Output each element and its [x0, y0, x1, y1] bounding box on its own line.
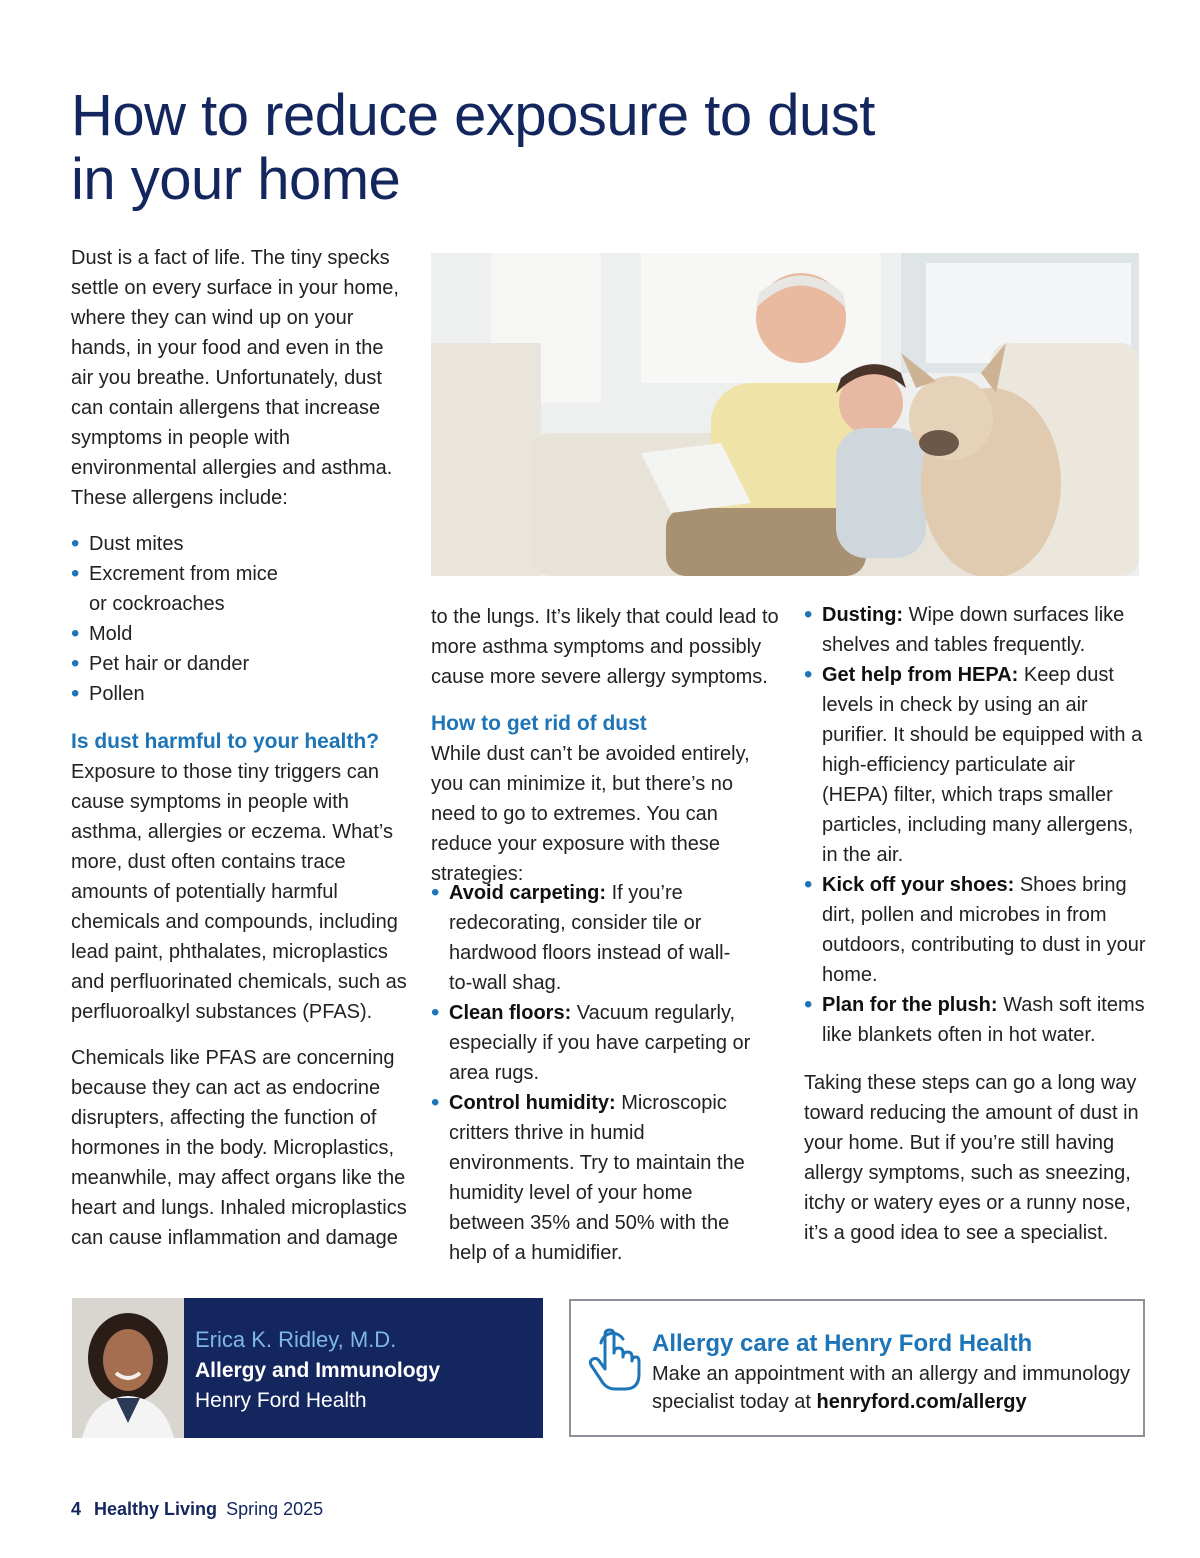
title-line-2: in your home [71, 147, 401, 212]
health-paragraph-2: Chemicals like PFAS are concerning because they can act as endocrine disrupters, affecting the function of hormones in the body. Microplastics, meanwhile, may affect organs like the heart and lungs. Inhaled microplastics can cause inflammation and damage [71, 1047, 407, 1249]
issue-date: Spring 2025 [226, 1499, 324, 1519]
author-organization: Henry Ford Health [195, 1389, 367, 1412]
author-name: Erica K. Ridley, M.D. [195, 1327, 397, 1352]
strategy-label: Control humidity: [449, 1092, 616, 1114]
list-item: • Dust mites [71, 529, 301, 559]
list-item [804, 660, 1146, 870]
page-title [71, 84, 971, 212]
strategy-text: Wipe down surfaces like shelves and tables frequently. [822, 604, 1125, 656]
intro-paragraph: Dust is a fact of life. The tiny specks settle on every surface in your home, where they can wind up on your hands, in your food and even in the air you breathe. Unfortunately, dust can contain allergens that increase symptoms in people with environmental allergies and asthma. These allergens include: [71, 247, 399, 509]
strategy-text: Wash soft items like blankets often in hot water. [822, 994, 1145, 1046]
list-item [804, 990, 1146, 1050]
callout-body: Make an appointment with an allergy and immunology specialist today at [652, 1363, 1131, 1413]
pointing-hand-icon [587, 1327, 641, 1393]
list-item: • Mold [71, 619, 301, 649]
list-item [431, 998, 751, 1088]
strategy-label: Dusting: [822, 604, 904, 626]
strategies-intro: While dust can’t be avoided entirely, you can minimize it, but there’s no need to go to extremes. You can reduce your exposure with these strategies: [431, 743, 750, 885]
callout-heading: Allergy care at Henry Ford Health [652, 1330, 1033, 1357]
strategy-label: Clean floors: [449, 1002, 572, 1024]
section-heading-health: Is dust harmful to your health? [71, 730, 380, 753]
list-item: • Pollen [71, 679, 301, 709]
strategy-label: Plan for the plush: [822, 994, 998, 1016]
strategy-label: Get help from HEPA: [822, 664, 1019, 686]
strategy-text: Vacuum regularly, especially if you have carpeting or area rugs. [449, 1002, 751, 1084]
strategy-text: Shoes bring dirt, pollen and microbes in from outdoors, contributing to dust in your home. [822, 874, 1146, 986]
author-department: Allergy and Immunology [195, 1359, 441, 1382]
strategy-label: Avoid carpeting: [449, 882, 607, 904]
list-item: • Excrement from mice or cockroaches [71, 559, 301, 619]
photo-illustration [431, 253, 1139, 576]
page-footer [71, 1496, 323, 1522]
page-number: 4 [71, 1499, 82, 1519]
strategy-text: Microscopic critters thrive in humid environments. Try to maintain the humidity level of your home between 35% and 50% with the help of a humidifier. [449, 1092, 745, 1264]
allergy-link[interactable]: henryford.com/allergy [816, 1391, 1027, 1413]
publication-name: Healthy Living [94, 1499, 218, 1519]
closing-paragraph: Taking these steps can go a long way toward reducing the amount of dust in your home. But if you’re still having allergy symptoms, such as sneezing, itchy or watery eyes or a runny nose, it’s a good idea to see a specialist. [804, 1072, 1139, 1244]
list-item [804, 870, 1146, 990]
avatar [72, 1298, 184, 1438]
strategy-list-2 [804, 600, 1146, 1050]
section-heading-remove-dust: How to get rid of dust [431, 712, 647, 735]
list-item [431, 878, 751, 998]
family-photo [431, 253, 1139, 576]
allergen-list [71, 529, 301, 709]
health-paragraph-2-continued: to the lungs. It’s likely that could lead to more asthma symptoms and possibly cause more severe allergy symptoms. [431, 606, 779, 688]
callout-text [652, 1360, 1132, 1416]
author-portrait [72, 1298, 184, 1438]
strategy-label: Kick off your shoes: [822, 874, 1015, 896]
health-paragraph-1: Exposure to those tiny triggers can cause symptoms in people with asthma, allergies or eczema. What’s more, dust often contains trace amounts of potentially harmful chemicals and compounds, including lead paint, phthalates, microplastics and perfluorinated chemicals, such as perfluoroalkyl substances (PFAS). [71, 761, 407, 1023]
list-item [431, 1088, 751, 1268]
title-line-1: How to reduce exposure to dust [71, 83, 875, 148]
strategy-list-1 [431, 878, 751, 1268]
list-item [804, 600, 1146, 660]
strategy-text: Keep dust levels in check by using an air purifier. It should be equipped with a high-efficiency particulate air (HEPA) filter, which traps smaller particles, including many allergens, in the air. [822, 664, 1143, 866]
appointment-callout [569, 1299, 1145, 1437]
author-card [72, 1298, 543, 1438]
strategy-text: If you’re redecorating, consider tile or hardwood floors instead of wall-to-wall shag. [449, 882, 731, 994]
list-item: • Pet hair or dander [71, 649, 301, 679]
